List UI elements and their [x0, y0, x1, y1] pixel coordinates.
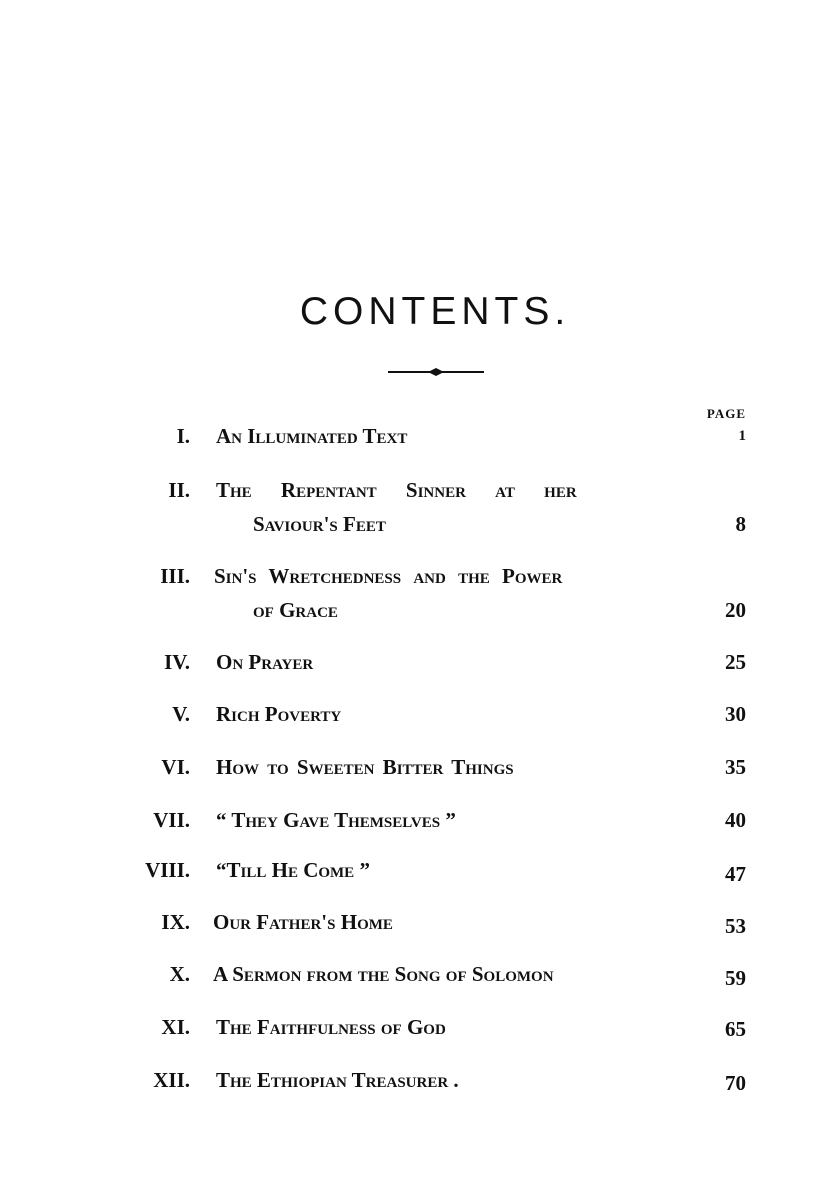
chapter-number: VI.	[161, 755, 190, 779]
page-number: 35	[725, 755, 746, 779]
chapter-title: A Sermon from the Song of Solomon	[213, 962, 554, 986]
chapter-number: II.	[168, 478, 190, 502]
chapter-number: I.	[176, 424, 190, 448]
page-number: 20	[725, 598, 746, 622]
page-column-label: PAGE	[706, 406, 746, 421]
chapter-number: XII.	[153, 1068, 190, 1092]
chapter-title: The Faithfulness of God	[216, 1015, 446, 1039]
chapter-title: The Repentant Sinner at her	[216, 478, 577, 502]
chapter-title: Our Father's Home	[213, 910, 393, 934]
page-number: 1	[738, 428, 746, 444]
chapter-number: XI.	[161, 1015, 190, 1039]
chapter-title: How to Sweeten Bitter Things	[216, 755, 514, 779]
page-number: 70	[725, 1071, 746, 1095]
chapter-title: On Prayer	[216, 650, 314, 674]
page-title: CONTENTS.	[299, 290, 571, 333]
chapter-title-continued: of Grace	[253, 598, 338, 622]
page-number: 53	[725, 914, 746, 938]
page-number: 30	[725, 702, 746, 726]
page-number: 40	[725, 808, 746, 832]
chapter-number: V.	[172, 702, 190, 726]
page-number: 25	[725, 650, 746, 674]
chapter-number: III.	[160, 564, 190, 588]
chapter-title: Sin's Wretchedness and the Power	[214, 564, 563, 588]
chapter-title: “Till He Come ”	[216, 858, 370, 882]
chapter-title-continued: Saviour's Feet	[253, 512, 386, 536]
page-number: 59	[725, 966, 746, 990]
chapter-title: An Illuminated Text	[216, 424, 408, 448]
page-number: 65	[725, 1017, 746, 1041]
chapter-title: Rich Poverty	[216, 702, 342, 726]
chapter-number: X.	[169, 962, 190, 986]
page-number: 47	[725, 862, 746, 886]
chapter-number: IV.	[164, 650, 190, 674]
chapter-number: VIII.	[145, 858, 190, 882]
chapter-number: VII.	[153, 808, 190, 832]
page-number: 8	[735, 512, 746, 536]
ornament-rule-icon	[388, 364, 484, 380]
chapter-number: IX.	[161, 910, 190, 934]
chapter-title: The Ethiopian Treasurer .	[216, 1068, 459, 1092]
chapter-title: “ They Gave Themselves ”	[216, 808, 456, 832]
